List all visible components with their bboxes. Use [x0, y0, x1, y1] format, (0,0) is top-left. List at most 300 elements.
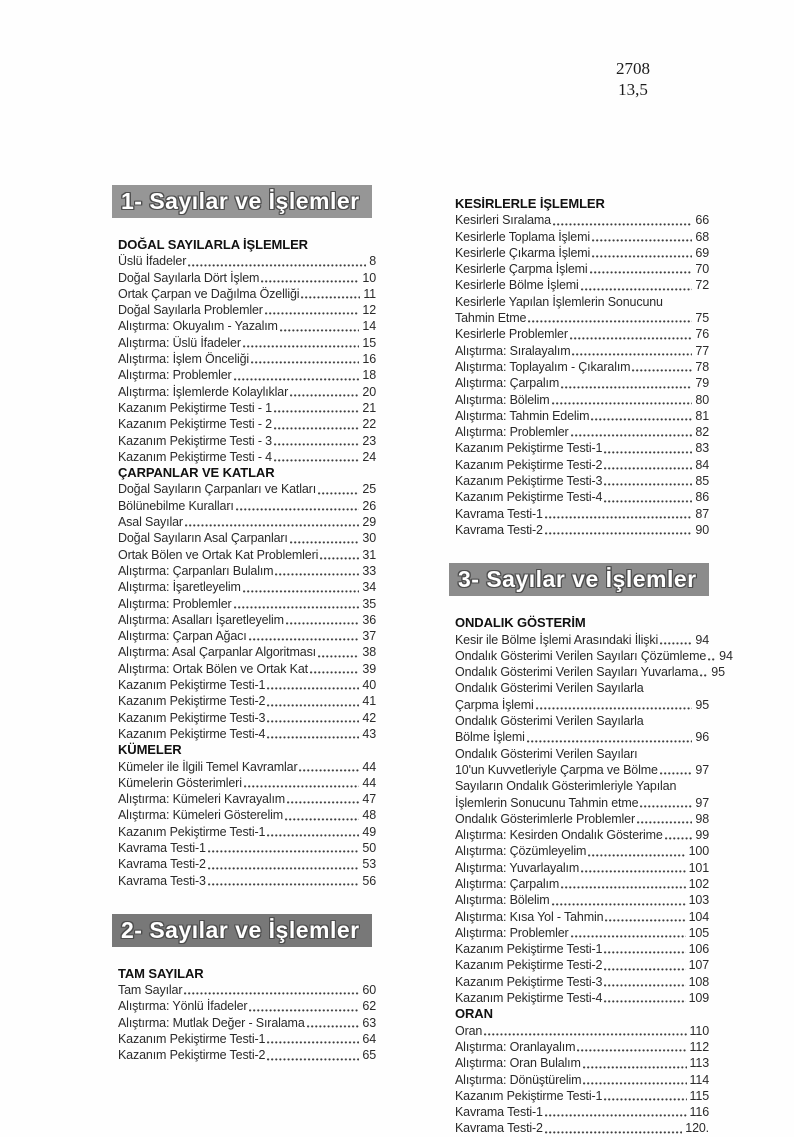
entry-title: Kazanım Pekiştirme Testi-1	[118, 1032, 266, 1047]
entry-title: Üslü İfadeler	[118, 254, 187, 269]
dotted-leader	[545, 1114, 687, 1117]
entry-page-number: 101	[688, 860, 709, 875]
dotted-leader	[604, 968, 685, 971]
toc-entry	[118, 416, 376, 432]
entry-title: Alıştırma: Yönlü İfadeler	[118, 999, 248, 1014]
entry-title: Kesirlerle Bölme İşlemi	[455, 278, 579, 293]
toc-column-left	[112, 185, 376, 1064]
entry-page-number: 110	[689, 1023, 709, 1038]
entry-page-number: 106	[688, 942, 709, 957]
toc-entry	[455, 1055, 709, 1071]
dotted-leader	[577, 1049, 686, 1052]
dotted-leader	[234, 606, 360, 609]
entry-title: Alıştırma: Mutlak Değer - Sıralama	[118, 1015, 305, 1030]
toc-entry	[455, 827, 709, 843]
dotted-leader	[208, 883, 360, 886]
dotted-leader	[280, 329, 360, 332]
toc-section	[449, 615, 733, 1006]
dotted-leader	[604, 1098, 686, 1101]
dotted-leader	[528, 320, 692, 323]
toc-entry	[455, 261, 709, 277]
dotted-leader	[184, 992, 359, 995]
toc-entry	[455, 326, 709, 342]
toc-entry	[118, 481, 376, 497]
dotted-leader	[249, 638, 360, 641]
toc-entry	[118, 824, 376, 840]
dotted-leader	[251, 361, 359, 364]
entry-title: Alıştırma: Asal Çarpanlar Algoritması	[118, 645, 316, 660]
entry-title: Kazanım Pekiştirme Testi - 2	[118, 417, 272, 432]
entry-page-number: 18	[362, 368, 376, 383]
entry-title: Alıştırma: Ortak Bölen ve Ortak Kat	[118, 661, 308, 676]
dotted-leader	[604, 984, 685, 987]
toc-entry	[118, 1015, 376, 1031]
dotted-leader	[590, 271, 693, 274]
dotted-leader	[318, 655, 359, 658]
toc-entry	[455, 941, 709, 957]
toc-entry	[455, 795, 709, 811]
toc-section	[449, 196, 709, 538]
entry-page-number: 68	[695, 229, 709, 244]
entry-title: Kazanım Pekiştirme Testi-4	[455, 490, 603, 505]
entry-page-number: 53	[362, 857, 376, 872]
dotted-leader	[261, 280, 359, 283]
toc-section	[112, 465, 376, 742]
entry-page-number: 60	[362, 983, 376, 998]
dotted-leader	[632, 369, 692, 372]
entry-title: Kazanım Pekiştirme Testi-2	[455, 457, 603, 472]
entry-title: Alıştırma: Kümeleri Kavrayalım	[118, 792, 286, 807]
entry-page-number: 44	[362, 775, 376, 790]
dotted-leader	[545, 1131, 682, 1134]
toc-entry	[118, 596, 376, 612]
entry-title: Alıştırma: Oranlayalım	[455, 1039, 576, 1054]
toc-entry	[118, 612, 376, 628]
toc-entry	[118, 433, 376, 449]
entry-page-number: 10	[362, 270, 376, 285]
dotted-leader	[604, 1000, 685, 1003]
entry-title: Sayıların Ondalık Gösterimleriyle Yapılan	[455, 779, 677, 794]
entry-page-number: 16	[362, 352, 376, 367]
dotted-leader	[588, 854, 685, 857]
entry-title: Alıştırma: İşaretleyelim	[118, 580, 241, 595]
entry-page-number: 97	[695, 762, 709, 777]
toc-section	[112, 966, 376, 1064]
toc-entry	[118, 775, 376, 791]
entry-page-number: 29	[362, 515, 376, 530]
entry-page-number: 14	[362, 319, 376, 334]
entry-page-number: 69	[695, 245, 709, 260]
unit-badge-wrap	[449, 538, 709, 615]
toc-entry	[455, 876, 709, 892]
dotted-leader	[299, 769, 359, 772]
dotted-leader	[581, 288, 693, 291]
corner-number-top: 2708	[616, 59, 650, 78]
entry-page-number: 49	[362, 824, 376, 839]
entry-page-number: 107	[688, 958, 709, 973]
toc-entry	[455, 408, 709, 424]
entry-title: Kazanım Pekiştirme Testi-1	[118, 824, 266, 839]
entry-title: Alıştırma: Çarpalım	[455, 876, 560, 891]
entry-title: Alıştırma: Sıralayalım	[455, 343, 571, 358]
dotted-leader	[320, 557, 359, 560]
dotted-leader	[700, 674, 708, 677]
dotted-leader	[571, 434, 693, 437]
toc-entry	[118, 318, 376, 334]
toc-entry	[455, 375, 709, 391]
entry-page-number: 95	[695, 697, 709, 712]
toc-entry	[118, 253, 376, 269]
toc-entry	[455, 811, 709, 827]
toc-entry	[455, 729, 709, 745]
dotted-leader	[545, 532, 693, 535]
entry-page-number: 114	[689, 1072, 709, 1087]
dotted-leader	[301, 296, 360, 299]
toc-entry	[118, 1031, 376, 1047]
toc-entry	[455, 343, 709, 359]
entry-page-number: 62	[362, 999, 376, 1014]
section-title: KÜMELER	[118, 742, 182, 758]
entry-title: Kesirlerle Yapılan İşlemlerin Sonucunu	[455, 294, 663, 309]
toc-column-right	[449, 196, 733, 1137]
entry-title: Kesirleri Sıralama	[455, 213, 551, 228]
entry-title: Alıştırma: Çarpan Ağacı	[118, 629, 247, 644]
entry-page-number: 22	[362, 417, 376, 432]
dotted-leader	[265, 312, 360, 315]
toc-entry	[118, 579, 376, 595]
entry-title: Ondalık Gösterimi Verilen Sayılarla	[455, 681, 644, 696]
entry-title: Bölünebilme Kuralları	[118, 498, 234, 513]
entry-page-number: 42	[362, 710, 376, 725]
entry-page-number: 41	[362, 694, 376, 709]
entry-page-number: 103	[688, 893, 709, 908]
toc-entry	[118, 270, 376, 286]
entry-title: Alıştırma: İşlem Önceliği	[118, 352, 250, 367]
entry-title: Kazanım Pekiştirme Testi-1	[455, 942, 603, 957]
entry-title: Oran	[455, 1023, 483, 1038]
entry-title: Alıştırma: Yuvarlayalım	[455, 860, 580, 875]
entry-page-number: 20	[362, 384, 376, 399]
entry-page-number: 56	[362, 873, 376, 888]
entry-title: Kazanım Pekiştirme Testi-1	[118, 678, 266, 693]
dotted-leader	[267, 1058, 359, 1061]
entry-page-number: 34	[362, 580, 376, 595]
entry-page-number: 65	[362, 1048, 376, 1063]
toc-entry	[455, 957, 709, 973]
toc-entry	[455, 1023, 709, 1039]
entry-page-number: 104	[688, 909, 709, 924]
entry-page-number: 25	[362, 482, 376, 497]
dotted-leader	[561, 386, 692, 389]
entry-page-number: 81	[695, 408, 709, 423]
toc-entry	[118, 998, 376, 1014]
entry-title: Ondalık Gösterimlerle Problemler	[455, 811, 635, 826]
entry-title: Kümelerin Gösterimleri	[118, 775, 242, 790]
entry-page-number: 112	[689, 1039, 709, 1054]
dotted-leader	[604, 483, 692, 486]
entry-page-number: 94	[719, 648, 733, 663]
dotted-leader	[604, 451, 692, 454]
dotted-leader	[275, 573, 359, 576]
toc-entry	[118, 384, 376, 400]
dotted-leader	[274, 459, 359, 462]
entry-title: Alıştırma: Asalları İşaretleyelim	[118, 612, 284, 627]
toc-entry	[455, 457, 709, 473]
dotted-leader	[243, 590, 360, 593]
entry-title: Alıştırma: Kısa Yol - Tahmin	[455, 909, 604, 924]
entry-page-number: 70	[695, 262, 709, 277]
toc-entry	[455, 440, 709, 456]
unit-badge-wrap	[112, 889, 376, 966]
entry-page-number: 63	[362, 1015, 376, 1030]
entry-title: Alıştırma: Problemler	[455, 425, 569, 440]
toc-entry	[455, 522, 709, 538]
toc-entry	[455, 1104, 709, 1120]
dotted-leader	[640, 805, 692, 808]
entry-title: Kavrama Testi-2	[118, 857, 206, 872]
entry-page-number: 109	[688, 991, 709, 1006]
toc-entry	[455, 1088, 709, 1104]
dotted-leader	[604, 951, 685, 954]
dotted-leader	[267, 720, 359, 723]
dotted-leader	[285, 818, 359, 821]
dotted-leader	[208, 850, 360, 853]
dotted-leader	[527, 740, 693, 743]
toc-entry	[455, 746, 709, 762]
entry-title: Kazanım Pekiştirme Testi - 3	[118, 433, 272, 448]
entry-page-number: 24	[362, 449, 376, 464]
toc-entry	[118, 710, 376, 726]
entry-title: Kavrama Testi-2	[455, 522, 543, 537]
dotted-leader	[637, 821, 692, 824]
section-title: KESİRLERLE İŞLEMLER	[455, 196, 605, 211]
toc-section	[449, 1006, 709, 1136]
toc-entry	[118, 807, 376, 823]
entry-title: Doğal Sayıların Çarpanları ve Katları	[118, 482, 317, 497]
entry-title: Doğal Sayılarla Problemler	[118, 303, 263, 318]
toc-entry	[455, 697, 709, 713]
entry-title: Kazanım Pekiştirme Testi-4	[118, 726, 266, 741]
entry-title: 10'un Kuvvetleriyle Çarpma ve Bölme	[455, 762, 658, 777]
dotted-leader	[185, 524, 359, 527]
entry-page-number: 37	[362, 629, 376, 644]
dotted-leader	[274, 427, 359, 430]
dotted-leader	[274, 410, 359, 413]
entry-page-number: 76	[695, 327, 709, 342]
toc-entry	[455, 778, 709, 794]
dotted-leader	[267, 834, 359, 837]
entry-title: Bölme İşlemi	[455, 730, 525, 745]
entry-title: Ondalık Gösterimi Verilen Sayıları	[455, 746, 638, 761]
entry-title: Kazanım Pekiştirme Testi-3	[455, 974, 603, 989]
dotted-leader	[290, 541, 360, 544]
toc-entry	[455, 277, 709, 293]
dotted-leader	[318, 492, 359, 495]
entry-title: Alıştırma: Bölelim	[455, 893, 550, 908]
section-title: ÇARPANLAR VE KATLAR	[118, 465, 275, 481]
corner-number-bottom: 13,5	[618, 80, 648, 99]
toc-entry	[118, 661, 376, 677]
toc-entry	[118, 563, 376, 579]
toc-entry	[455, 506, 709, 522]
toc-entry	[118, 873, 376, 889]
dotted-leader	[290, 394, 359, 397]
entry-title: Kesirlerle Çarpma İşlemi	[455, 262, 588, 277]
toc-entry	[455, 1072, 709, 1088]
entry-title: Çarpma İşlemi	[455, 697, 534, 712]
toc-entry	[118, 726, 376, 742]
entry-title: Alıştırma: Problemler	[118, 368, 232, 383]
dotted-leader	[310, 671, 359, 674]
toc-entry	[455, 294, 709, 310]
entry-page-number: 90	[695, 522, 709, 537]
entry-page-number: 33	[362, 563, 376, 578]
section-title: ONDALIK GÖSTERİM	[455, 615, 586, 631]
dotted-leader	[605, 919, 685, 922]
dotted-leader	[708, 658, 716, 661]
entry-page-number: 44	[362, 759, 376, 774]
entry-page-number: 94	[695, 632, 709, 647]
section-title: ORAN	[455, 1006, 493, 1022]
entry-page-number: 116	[689, 1105, 709, 1120]
entry-page-number: 95	[711, 665, 725, 680]
dotted-leader	[561, 886, 685, 889]
section-title: DOĞAL SAYILARLA İŞLEMLER	[118, 237, 308, 252]
entry-title: Alıştırma: Çarpanları Bulalım	[118, 563, 274, 578]
entry-page-number: 115	[689, 1088, 709, 1103]
entry-page-number: 64	[362, 1032, 376, 1047]
entry-title: Kavrama Testi-1	[455, 1105, 543, 1120]
dotted-leader	[267, 1041, 359, 1044]
entry-page-number: 97	[695, 795, 709, 810]
dotted-leader	[244, 785, 360, 788]
dotted-leader	[267, 704, 359, 707]
entry-title: Kazanım Pekiştirme Testi-1	[455, 441, 603, 456]
dotted-leader	[583, 1066, 687, 1069]
entry-title: Alıştırma: Kümeleri Gösterelim	[118, 808, 283, 823]
dotted-leader	[604, 467, 692, 470]
dotted-leader	[581, 870, 685, 873]
unit-badge: 1- Sayılar ve İşlemler	[112, 185, 372, 218]
entry-title: Alıştırma: Bölelim	[455, 392, 550, 407]
unit-badge: 2- Sayılar ve İşlemler	[112, 914, 372, 947]
entry-page-number: 77	[695, 343, 709, 358]
toc-entry	[118, 335, 376, 351]
entry-title: Kesirlerle Toplama İşlemi	[455, 229, 590, 244]
dotted-leader	[583, 1082, 686, 1085]
toc-entry	[455, 212, 709, 228]
toc-entry	[455, 489, 709, 505]
dotted-leader	[274, 443, 359, 446]
entry-title: Kesirlerle Çıkarma İşlemi	[455, 245, 591, 260]
entry-title: Alıştırma: Çözümleyelim	[455, 844, 587, 859]
entry-page-number: 30	[362, 531, 376, 546]
toc-entry	[118, 400, 376, 416]
toc-entry	[118, 677, 376, 693]
entry-title: Kazanım Pekiştirme Testi - 4	[118, 449, 272, 464]
toc-entry	[455, 680, 709, 696]
entry-page-number: 86	[695, 490, 709, 505]
entry-title: Kazanım Pekiştirme Testi-3	[455, 474, 603, 489]
dotted-leader	[249, 1009, 359, 1012]
entry-page-number: 102	[688, 876, 709, 891]
entry-page-number: 35	[362, 596, 376, 611]
dotted-leader	[660, 642, 692, 645]
toc-entry	[118, 286, 376, 302]
toc-entry	[118, 530, 376, 546]
toc-entry	[455, 473, 709, 489]
toc-entry	[118, 351, 376, 367]
handwritten-corner-numbers	[607, 58, 659, 100]
entry-title: Kazanım Pekiştirme Testi-2	[118, 694, 266, 709]
entry-page-number: 8	[369, 254, 376, 269]
entry-page-number: 48	[362, 808, 376, 823]
toc-entry	[455, 860, 709, 876]
dotted-leader	[571, 935, 686, 938]
entry-title: Kümeler ile İlgili Temel Kavramlar	[118, 759, 298, 774]
toc-entry	[455, 648, 733, 664]
entry-title: Kazanım Pekiştirme Testi - 1	[118, 400, 272, 415]
entry-page-number: 84	[695, 457, 709, 472]
dotted-leader	[552, 402, 693, 405]
toc-entry	[118, 840, 376, 856]
unit-badge-wrap	[112, 185, 376, 237]
dotted-leader	[208, 867, 360, 870]
entry-title: Alıştırma: Tahmin Edelim	[455, 408, 590, 423]
entry-title: Ondalık Gösterimi Verilen Sayılarla	[455, 714, 644, 729]
toc-entry	[118, 644, 376, 660]
entry-page-number: 47	[362, 792, 376, 807]
entry-title: Alıştırma: Çarpalım	[455, 376, 560, 391]
toc-entry	[455, 229, 709, 245]
entry-title: İşlemlerin Sonucunu Tahmin etme	[455, 795, 639, 810]
dotted-leader	[286, 622, 359, 625]
entry-page-number: 108	[688, 974, 709, 989]
entry-page-number: 83	[695, 441, 709, 456]
entry-title: Tahmin Etme	[455, 311, 527, 326]
toc-entry	[118, 628, 376, 644]
entry-title: Doğal Sayıların Asal Çarpanları	[118, 531, 288, 546]
entry-title: Kavrama Testi-1	[118, 840, 206, 855]
entry-page-number: 43	[362, 726, 376, 741]
entry-page-number: 79	[695, 376, 709, 391]
entry-title: Tam Sayılar	[118, 983, 183, 998]
entry-page-number: 82	[695, 425, 709, 440]
dotted-leader	[553, 223, 692, 226]
dotted-leader	[591, 418, 692, 421]
toc-entry	[455, 762, 709, 778]
toc-entry	[455, 359, 709, 375]
entry-title: Kavrama Testi-2	[455, 1121, 543, 1136]
entry-title: Kazanım Pekiştirme Testi-1	[455, 1088, 603, 1103]
entry-page-number: 15	[362, 335, 376, 350]
toc-entry	[118, 449, 376, 465]
dotted-leader	[267, 687, 359, 690]
dotted-leader	[604, 500, 692, 503]
dotted-leader	[660, 772, 693, 775]
entry-title: Ondalık Gösterimi Verilen Sayıları Çözümleme	[455, 648, 707, 663]
entry-title: Asal Sayılar	[118, 515, 183, 530]
toc-entry	[118, 791, 376, 807]
entry-page-number: 72	[695, 278, 709, 293]
entry-page-number: 80	[695, 392, 709, 407]
toc-entry	[455, 632, 709, 648]
toc-entry	[455, 713, 709, 729]
entry-title: Kazanım Pekiştirme Testi-3	[118, 710, 266, 725]
entry-title: Alıştırma: Okuyalım - Yazalım	[118, 319, 278, 334]
toc-entry	[455, 664, 725, 680]
entry-page-number: 40	[362, 678, 376, 693]
